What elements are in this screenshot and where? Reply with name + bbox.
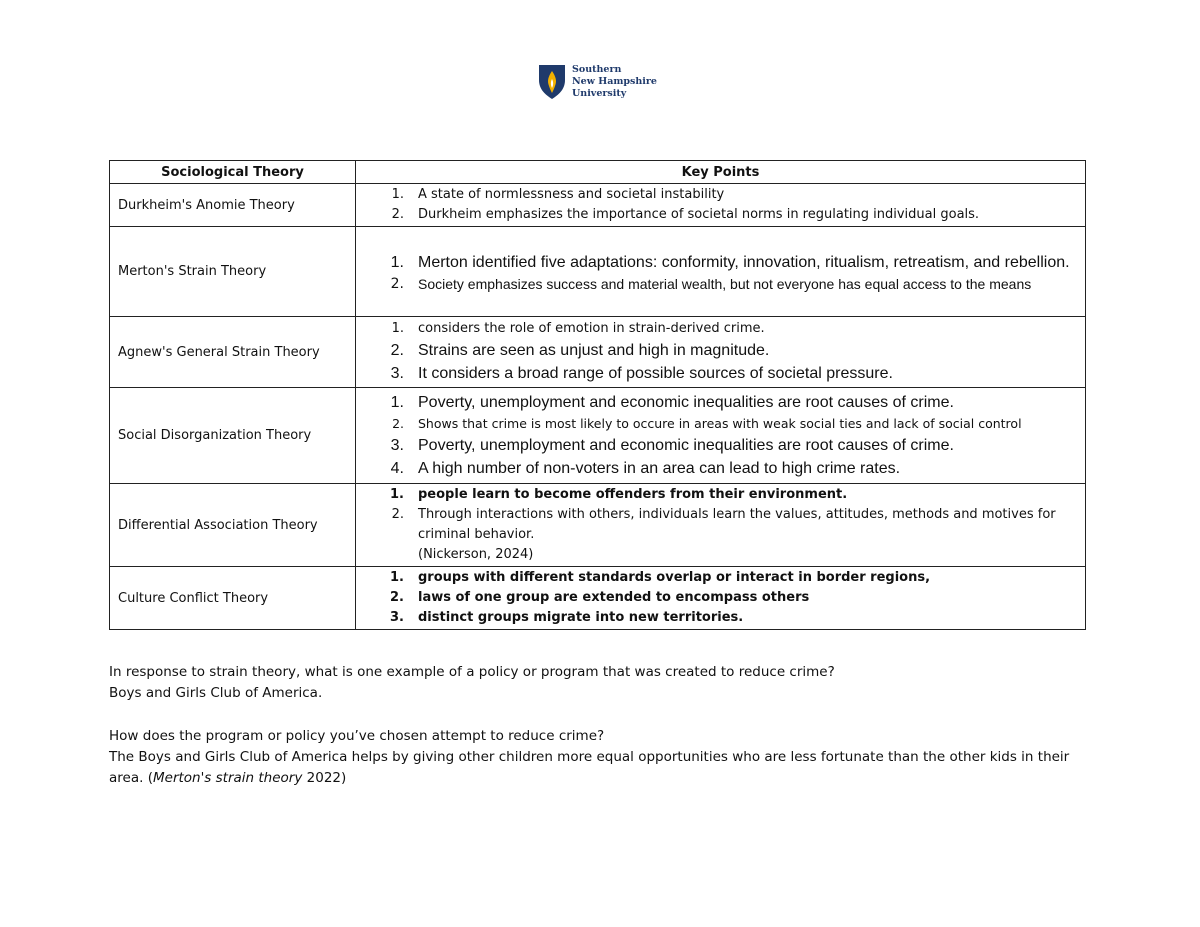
table-row xyxy=(110,388,1086,484)
key-points-cell xyxy=(356,388,1086,484)
key-points-cell xyxy=(356,567,1086,630)
list-item: 1. Poverty, unemployment and economic inequalities are root causes of crime. xyxy=(390,394,954,411)
theory-name: Differential Association Theory xyxy=(110,484,356,567)
university-logo xyxy=(538,64,657,100)
list-item: 1. groups with different standards overlap or interact in border regions, xyxy=(390,570,931,585)
list-item: 2. laws of one group are extended to encompass others xyxy=(390,590,810,605)
key-points-cell xyxy=(356,227,1086,317)
table-row xyxy=(110,484,1086,567)
table-row xyxy=(110,567,1086,630)
key-points-cell xyxy=(356,184,1086,227)
key-points-cell xyxy=(356,484,1086,567)
list-item: 1. A state of normlessness and societal instability xyxy=(391,187,725,202)
theory-name: Durkheim's Anomie Theory xyxy=(110,184,356,227)
answer-1: Boys and Girls Club of America. xyxy=(109,685,323,701)
answer-2: The Boys and Girls Club of America helps by giving other children more equal opportunities who are less fortunate than the other kids in their area. (Merton's strain theory 2022) xyxy=(109,749,1070,786)
table-row xyxy=(110,317,1086,388)
table-row xyxy=(110,227,1086,317)
theory-name: Social Disorganization Theory xyxy=(110,388,356,484)
theory-name: Agnew's General Strain Theory xyxy=(110,317,356,388)
list-item: 4. A high number of non-voters in an area can lead to high crime rates. xyxy=(390,460,901,477)
theory-name: Culture Conflict Theory xyxy=(110,567,356,630)
key-points-cell xyxy=(356,317,1086,388)
question-1: In response to strain theory, what is one example of a policy or program that was created to reduce crime? xyxy=(109,664,835,680)
list-item: 2. Durkheim emphasizes the importance of societal norms in regulating individual goals. xyxy=(391,207,980,222)
list-item xyxy=(356,545,1081,565)
logo-line-1: Southern xyxy=(572,64,622,75)
header-key-points: Key Points xyxy=(356,161,1086,184)
citation: (Nickerson, 2024) xyxy=(418,547,534,562)
header-theory: Sociological Theory xyxy=(110,161,356,184)
list-item: 3. It considers a broad range of possible sources of societal pressure. xyxy=(390,365,893,382)
questions-section xyxy=(109,662,1089,789)
list-item: 3. Poverty, unemployment and economic inequalities are root causes of crime. xyxy=(390,437,954,454)
logo-line-3: University xyxy=(572,88,627,99)
list-item: 2. Society emphasizes success and material wealth, but not everyone has equal access to the means xyxy=(390,275,1032,292)
theory-table xyxy=(109,160,1086,630)
list-item: 2. Through interactions with others, individuals learn the values, attitudes, methods and motives for criminal behavior. xyxy=(391,507,1056,542)
list-item: 1. Merton identified five adaptations: conformity, innovation, ritualism, retreatism, and rebellion. xyxy=(390,253,1070,271)
shield-flame-icon xyxy=(538,64,566,100)
list-item: 1. considers the role of emotion in strain-derived crime. xyxy=(391,321,765,336)
list-item: 2. Shows that crime is most likely to occure in areas with weak social ties and lack of social control xyxy=(392,416,1022,431)
question-2: How does the program or policy you’ve chosen attempt to reduce crime? xyxy=(109,728,605,744)
logo-line-2: New Hampshire xyxy=(572,76,657,87)
table-row xyxy=(110,184,1086,227)
theory-name: Merton's Strain Theory xyxy=(110,227,356,317)
list-item: 3. distinct groups migrate into new territories. xyxy=(390,610,744,625)
list-item: 2. Strains are seen as unjust and high in magnitude. xyxy=(390,342,770,359)
citation-title: Merton's strain theory xyxy=(152,770,303,786)
table-header-row xyxy=(110,161,1086,184)
list-item: 1. people learn to become offenders from their environment. xyxy=(390,487,848,502)
